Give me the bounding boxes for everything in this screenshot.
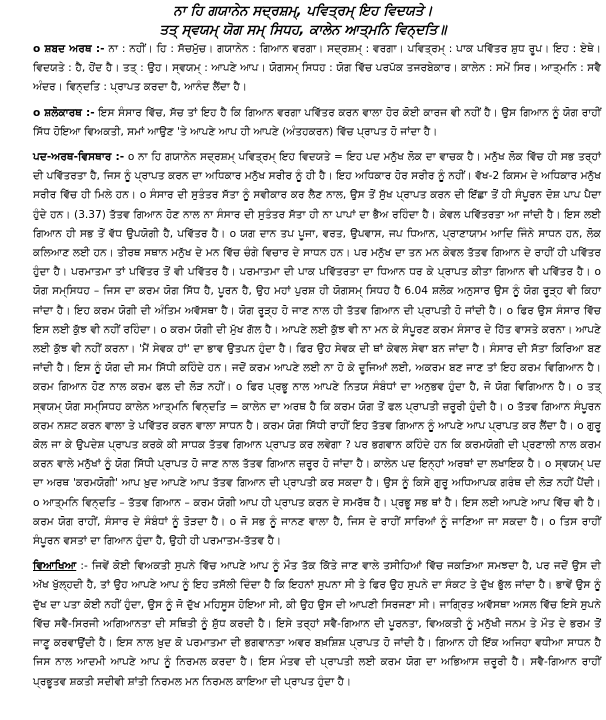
sanskrit-verse [5,2,601,40]
verse-meaning-heading: o ਸ਼ਲੋਕਾਰਥ :- [33,106,95,119]
word-explanation-text: o ਨਾ ਹਿ ਗਯਾਨੇਨ ਸਦ੍ਰਸ਼ਮ੍ ਪਵਿਤ੍ਰਮ੍ ਇਹ ਵਿਦਯਤੇ = ਇਹ ਪਦ ਮਨੁੱਖ ਲੋਕ ਦਾ ਵਾਚਕ ਹੈ। ਮਨੁੱਖ ਲੋਕ ਵਿੱਚ ਹੀ ਸਭ ਤਰ੍ਹਾਂ ਦੀ ਪਵਿੱਤਰਤਾ ਹੈ, ਜਿਸ ਨੂੰ ਪ੍ਰਾਪਤ ਕਰਨ ਦਾ ਅਧਿਕਾਰ ਮਨੁੱਖ ਸਰੀਰ ਨੂੰ ਹੀ ਹੈ। ਇਹ ਅਧਿਕਾਰ ਹੋਰ ਸਰੀਰ ਨੂੰ ਨਹੀਂ। ਵੱਖ-2 ਕਿਸਮ ਦੇ ਅਧਿਕਾਰ ਮਨੁੱਖ ਸਰੀਰ ਵਿੱਚ ਹੀ ਮਿਲੇ ਹਨ। o ਸੰਸਾਰ ਦੀ ਸੁਤੰਤਰ ਸੱਤਾ ਨੂੰ ਸਵੀਕਾਰ ਕਰ ਲੈਣ ਨਾਲ, ਉਸ ਤੋਂ ਸੁੱਖ ਪ੍ਰਾਪਤ ਕਰਨ ਦੀ ਇੱਛਾ ਤੋਂ ਹੀ ਸੰਪੂਰਨ ਦੋਸ਼ ਪਾਪ ਪੈਦਾ ਹੁੰਦੇ ਹਨ। (3.37) ਤੱਤਵ ਗਿਆਨ ਹੋਣ ਨਾਲ ਨਾ ਸੰਸਾਰ ਦੀ ਸੁਤੰਤਰ ਸੱਤਾ ਹੀ ਨਾ ਪਾਪਾਂ ਦਾ ਭੈਅ ਰਹਿੰਦਾ ਹੈ। ਕੇਵਲ ਪਵਿੱਤਰਤਾ ਆ ਜਾਂਦੀ ਹੈ। ਇਸ ਲਈ ਗਿਆਨ ਹੀ ਸਭ ਤੋਂ ਵੱਧ ਉਪਯੋਗੀ ਹੈ, ਪਵਿੱਤਰ ਹੈ। o ਯਗ ਦਾਨ ਤਪ ਪੂਜਾ, ਵਰਤ, ਉਪਵਾਸ, ਜਪ ਧਿਆਨ, ਪ੍ਰਾਣਾਯਾਮ ਆਦਿ ਜਿੰਨੇ ਸਾਧਨ ਹਨ, ਲੋਕ ਕਲਿਆਣ ਲਈ ਹਨ। ਤੀਰਥ ਸਥਾਨ ਮਨੁੱਖ ਦੇ ਮਨ ਵਿੱਚ ਚੰਗੇ ਵਿਚਾਰ ਦੇ ਸਾਧਨ ਹਨ। ਪਰ ਮਨੁੱਖ ਦਾ ਤਨ ਮਨ ਕੇਵਲ ਤੱਤਵ ਗਿਆਨ ਦੇ ਰਾਹੀਂ ਹੀ ਪਵਿੱਤਰ ਹੁੰਦਾ ਹੈ। ਪਰਮਾਤਮਾ ਤਾਂ ਪਵਿੱਤਰ ਤੋਂ ਵੀ ਪਵਿੱਤਰ ਹੈ। ਪਰਮਾਤਮਾ ਦੀ ਪਾਕ ਪਵਿੱਤਰਤਾ ਦਾ ਧਿਆਨ ਧਰ ਕੇ ਪ੍ਰਾਪਤ ਕੀਤਾ ਗਿਆਨ ਵੀ ਪਵਿੱਤਰ ਹੈ। o ਯੋਗ ਸਮ੍ਸਿਧਹ – ਜਿਸ ਦਾ ਕਰਮ ਯੋਗ ਸਿੱਧ ਹੈ, ਪੂਰਨ ਹੈ, ਉਹ ਮਹਾਂ ਪੁਰਸ਼ ਹੀ ਯੋਗਸਮ੍ ਸਿਧਹ ਹੈ 6.04 ਸ਼ਲੋਕ ਅਨੁਸਾਰ ਉਸ ਨੂੰ ਯੋਗ ਰੂੜ੍ਹ ਵੀ ਕਿਹਾ ਜਾਂਦਾ ਹੈ। ਇਹ ਕਰਮ ਯੋਗੀ ਦੀ ਅੰਤਿਮ ਅਵੱਸਥਾ ਹੈ। ਯੋਗ ਰੂੜ੍ਹ ਹੋ ਜਾਣ ਨਾਲ ਹੀ ਤੱਤਵ ਗਿਆਨ ਦੀ ਪ੍ਰਾਪਤੀ ਹੋ ਜਾਂਦੀ ਹੈ। o ਫਿਰ ਉਸ ਸੰਸਾਰ ਵਿੱਚ ਇਸ ਲਈ ਕੁੱਝ ਵੀ ਨਹੀਂ ਰਹਿੰਦਾ। o ਕਰਮ ਯੋਗੀ ਦੀ ਮੁੱਖ ਗੱਲ ਹੈ। ਆਪਣੇ ਲਈ ਕੁੱਝ ਵੀ ਨਾ ਮਨ ਕੇ ਸੰਪੂਰਣ ਕਰਮ ਸੰਸਾਰ ਦੇ ਹਿੱਤ ਵਾਸਤੇ ਕਰਨਾ। ਆਪਣੇ ਲਈ ਕੁੱਝ ਵੀ ਨਹੀਂ ਕਰਨਾ। 'ਮੈਂ ਸੇਵਕ ਹਾਂ' ਦਾ ਭਾਵ ਉਤਪਨ ਹੁੰਦਾ ਹੈ। ਫਿਰ ਉਹ ਸੇਵਕ ਦੀ ਥਾਂ ਕੇਵਲ ਸੇਵਾ ਬਨ ਜਾਂਦਾ ਹੈ। ਸੰਸਾਰ ਦੀ ਸੱਤਾ ਕਿਰਿਆ ਬਣ ਜਾਂਦੀ ਹੈ। ਇਸ ਨੂੰ ਯੋਗ ਦੀ ਸਮ ਸਿੱਧੀ ਕਹਿੰਦੇ ਹਨ। ਜਦੋਂ ਕਰਮ ਆਪਣੇ ਲਈ ਨਾ ਹੋ ਕੇ ਦੂਜਿਆਂ ਲਈ, ਅਕਰਮ ਬਣ ਜਾਣ ਤਾਂ ਇਹ ਕਰਮ ਵਿਗਿਆਨ ਹੈ। ਕਰਮ ਗਿਆਨ ਹੋਣ ਨਾਲ ਕਰਮ ਫਲ ਦੀ ਲੋੜ ਨਹੀਂ। o ਫਿਰ ਪ੍ਰਭੂ ਨਾਲ ਆਪਣੇ ਨਿਤਯ ਸੰਬੰਧਾਂ ਦਾ ਅਨੁਭਵ ਹੁੰਦਾ ਹੈ, ਜੋ ਯੋਗ ਵਿਗਿਆਨ ਹੈ। o ਤਤ੍ ਸ੍ਵਯਮ੍ ਯੋਗ ਸਮ੍ਸਿਧਹ ਕਾਲੇਨ ਆਤ੍ਮਨਿ ਵਿਨ੍ਦਤਿ = ਕਾਲੇਨ ਦਾ ਅਰਥ ਹੈ ਕਿ ਕਰਮ ਯੋਗ ਤੋਂ ਫਲ ਪ੍ਰਾਪਤੀ ਜ਼ਰੂਰੀ ਹੁੰਦੀ ਹੈ। o ਤੱਤਵ ਗਿਆਨ ਸੰਪੂਰਨ ਕਰਮ ਨਸ਼ਟ ਕਰਨ ਵਾਲਾ ਤੇ ਪਵਿੱਤਰ ਕਰਨ ਵਾਲਾ ਸਾਧਨ ਹੈ। ਕਰਮ ਯੋਗ ਸਿੱਧੀ ਰਾਹੀਂ ਇਹ ਤੱਤਵ ਗਿਆਨ ਨੂੰ ਆਪਣੇ ਆਪ ਪ੍ਰਾਪਤ ਕਰ ਲੈਂਦਾ ਹੈ। o ਗੁਰੂ ਕੋਲ ਜਾ ਕੇ ਉਪਦੇਸ਼ ਪ੍ਰਾਪਤ ਕਰਕੇ ਕੀ ਸਾਧਕ ਤੱਤਵ ਗਿਆਨ ਪ੍ਰਾਪਤ ਕਰ ਲਵੇਗਾ ? ਪਰ ਭਗਵਾਨ ਕਹਿੰਦੇ ਹਨ ਕਿ ਕਰਮਯੋਗੀ ਦੀ ਪ੍ਰਣਾਲੀ ਨਾਲ ਕਰਮ ਕਰਨ ਵਾਲੇ ਮਨੁੱਖਾਂ ਨੂੰ ਯੋਗ ਸਿੱਧੀ ਪ੍ਰਾਪਤ ਹੋ ਜਾਣ ਨਾਲ ਤੱਤਵ ਗਿਆਨ ਜ਼ਰੂਰ ਹੋ ਜਾਂਦਾ ਹੈ। ਕਾਲੇਨ ਪਦ ਇਨ੍ਹਾਂ ਅਰਥਾਂ ਦਾ ਲਖਾਇਕ ਹੈ। o ਸ੍ਵਯਮ੍ ਪਦ ਦਾ ਅਰਥ 'ਕਰਮਯੋਗੀ' ਆਪ ਖ਼ੁਦ ਆਪਣੇ ਆਪ ਤੱਤਵ ਗਿਆਨ ਦੀ ਪ੍ਰਾਪਤੀ ਕਰ ਸਕਦਾ ਹੈ। ਉਸ ਨੂੰ ਕਿਸੇ ਗੁਰੂ ਅਧਿਆਪਕ ਗਰੰਥ ਦੀ ਲੋੜ ਨਹੀਂ ਪੈਂਦੀ। o ਆਤ੍ਮਨਿ ਵਿਨ੍ਦਤਿ – ਤੱਤਵ ਗਿਆਨ – ਕਰਮ ਯੋਗੀ ਆਪ ਹੀ ਪ੍ਰਾਪਤ ਕਰਨ ਦੇ ਸਮਰੱਥ ਹੈ। ਪ੍ਰਭੂ ਸਭ ਥਾਂ ਹੈ। ਇਸ ਲਈ ਆਪਣੇ ਆਪ ਵਿੱਚ ਵੀ ਹੈ। ਕਰਮ ਯੋਗ ਰਾਹੀਂ, ਸੰਸਾਰ ਦੇ ਸੰਬੰਧਾਂ ਨੂੰ ਤੋੜਦਾ ਹੈ। o ਜੋ ਸਭ ਨੂੰ ਜਾਨਣ ਵਾਲਾ ਹੈ, ਜਿਸ ਦੇ ਰਾਹੀਂ ਸਾਰਿਆਂ ਨੂੰ ਜਾਣਿਆ ਜਾ ਸਕਦਾ ਹੈ। o ਤਿਸ ਰਾਹੀਂ ਸੰਪੂਰਨ ਵਸਤਾਂ ਦਾ ਗਿਆਨ ਹੁੰਦਾ ਹੈ, ਉਹੀ ਹੀ ਪਰਮਾਤਮ-ਤੱਤਵ ਹੈ। [33,151,601,548]
word-meaning-heading: o ਸ਼ਬਦ ਅਰਥ :- [33,43,105,55]
commentary-text: :- ਜਿਵੇਂ ਕੋਈ ਵਿਅਕਤੀ ਸੁਪਨੇ ਵਿੱਚ ਆਪਣੇ ਆਪ ਨੂੰ ਮੌਤ ਤੱਕ ਕਿੱਤੇ ਜਾਣ ਵਾਲੇ ਤਸੀਹਿਆਂ ਵਿੱਚ ਜਕੜਿਆ ਸਮਝਦਾ ਹੈ, ਪਰ ਜਦੋਂ ਉਸ ਦੀ ਅੱਖ ਖੁੱਲ੍ਹਦੀ ਹੈ, ਤਾਂ ਉਹ ਆਪਣੇ ਆਪ ਨੂੰ ਇਹ ਤਸੱਲੀ ਦਿੰਦਾ ਹੈ ਕਿ ਇਹਨਾਂ ਸੁਪਨਾ ਸੀ ਤੇ ਫਿਰ ਉਹ ਸੁਪਨੇ ਦਾ ਸੰਕਟ ਤੇ ਦੁੱਖ ਭੁੱਲ ਜਾਂਦਾ ਹੈ। ਭਾਵੇਂ ਉਸ ਨੂੰ ਦੁੱਖ ਦਾ ਪਤਾ ਕੋਈ ਨਹੀਂ ਹੁੰਦਾ, ਉਸ ਨੂੰ ਜੋ ਦੁੱਖ ਮਹਿਸੂਸ ਹੋਇਆ ਸੀ, ਕੀ ਉਹ ਉਸ ਦੀ ਆਪਣੀ ਸਿਰਜਣਾ ਸੀ। ਜਾਗ੍ਰਿਤ ਅਵੱਸਥਾ ਅਸਲ ਵਿੱਚ ਇਸੇ ਸੁਪਨੇ ਵਿੱਚ ਸਵੈ-ਸਿਰਜੀ ਅਗਿਆਨਤਾ ਦੀ ਸਥਿਤੀ ਨੂੰ ਸ਼ੁੱਧ ਕਰਦੀ ਹੈ। ਇਸੇ ਤਰ੍ਹਾਂ ਸਵੈ-ਗਿਆਨ ਦੀ ਪੂਰਨਤਾ, ਵਿਅਕਤੀ ਨੂੰ ਮਨੁੱਖੀ ਜਨਮ ਤੇ ਮੌਤ ਦੇ ਭਰਮ ਤੋਂ ਜਾਣੂ ਕਰਵਾਉਂਦੀ ਹੈ। ਇਸ ਨਾਲ ਖ਼ੁਦ ਕੋ ਪਰਮਾਤਮਾ ਦੀ ਭਗਵਾਨਤਾ ਅਵਰ ਬਖ਼ਸ਼ਿਸ਼ ਪ੍ਰਾਪਤ ਹੋ ਜਾਂਦੀ ਹੈ। ਗਿਆਨ ਹੀ ਇੱਕ ਅਜਿਹਾ ਵਧੀਆ ਸਾਧਨ ਹੈ ਜਿਸ ਨਾਲ ਆਦਮੀ ਆਪਣੇ ਆਪ ਨੂੰ ਨਿਰਮਲ ਕਰਦਾ ਹੈ। ਇਸ ਮੰਤਵ ਦੀ ਪ੍ਰਾਪਤੀ ਲਈ ਕਰਮ ਯੋਗ ਦਾ ਅਭਿਆਸ ਜ਼ਰੂਰੀ ਹੈ। ਸਵੈ-ਗਿਆਨ ਰਾਹੀਂ ਪ੍ਰਭੂਤਵ ਸ਼ਕਤੀ ਸਦੀਵੀ ਸ਼ਾਂਤੀ ਨਿਰਮਲ ਮਨ ਨਿਰਮਲ ਕਾਇਆ ਦੀ ਪ੍ਰਾਪਤ ਹੁੰਦਾ ਹੈ। [33,560,601,688]
word-explanation-heading: ਪਦ-ਅਰਥ-ਵਿਸਥਾਰ :- [33,151,125,164]
word-explanation-section [5,148,601,551]
verse-line-2: ਤਤ੍ ਸ੍ਵਯਮ੍ ਯੋਗ ਸਮ੍ ਸਿਧਹ, ਕਾਲੇਨ ਆਤ੍ਮਨਿ ਵਿਨ੍ਦਤਿ॥ [159,22,447,38]
commentary-heading: ਵਿਆਖਿਆ [33,560,77,573]
verse-meaning-text: ਇਸ ਸੰਸਾਰ ਵਿੱਚ, ਸੱਚ ਤਾਂ ਇਹ ਹੈ ਕਿ ਗਿਆਨ ਵਰਗਾ ਪਵਿੱਤਰ ਕਰਨ ਵਾਲਾ ਹੋਰ ਕੋਈ ਕਾਰਜ ਵੀ ਨਹੀਂ ਹੈ। ਉਸ ਗਿਆਨ ਨੂੰ ਯੋਗ ਰਾਹੀਂ ਸਿੱਧ ਹੋਇਆ ਵਿਅਕਤੀ, ਸਮਾਂ ਆਉਣ 'ਤੇ ਆਪਣੇ ਆਪ ਹੀ ਆਪਣੇ (ਅੰਤਹਕਰਨ) ਵਿੱਚ ਪ੍ਰਾਪਤ ਹੋ ਜਾਂਦਾ ਹੈ। [33,106,601,138]
verse-meaning-section [5,104,601,142]
commentary-section [5,557,601,691]
verse-line-1: ਨਾ ਹਿ ਗਯਾਨੇਨ ਸਦ੍ਰਸ਼ਮ੍, ਪਵਿਤ੍ਰਮ੍ ਇਹ ਵਿਦਯਤੇ। [173,3,433,19]
word-meaning-section [5,40,601,98]
word-meaning-text: ਨਾ : ਨਹੀਂ। ਹਿ : ਸੱਚਮੁੱਚ। ਗਯਾਨੇਨ : ਗਿਆਨ ਵਰਗਾ। ਸਦ੍ਰਸ਼ਮ੍ : ਵਰਗਾ। ਪਵਿਤ੍ਰਮ੍ : ਪਾਕ ਪਵਿੱਤਰ ਸ਼ੁਧ ਰੂਪ। ਇਹ : ਏਥੇ। ਵਿਦਯਤੇ : ਹੈ, ਹੋਂਦ ਹੈ। ਤਤ੍ : ਉਹ। ਸ੍ਵਯਮ੍ : ਆਪਣੇ ਆਪ। ਯੋਗਸਮ੍ ਸਿਧਹ : ਯੋਗ ਵਿੱਚ ਪਰਪੱਕ ਤਜਰਬੇਕਾਰ। ਕਾਲੇਨ : ਸਮੇਂ ਸਿਰ। ਆਤ੍ਮਨਿ : ਸਵੈ ਅੰਦਰ। ਵਿਨ੍ਦਤਿ : ਪ੍ਰਾਪਤ ਕਰਦਾ ਹੈ, ਆਨੰਦ ਲੈਂਦਾ ਹੈ। [33,43,601,94]
